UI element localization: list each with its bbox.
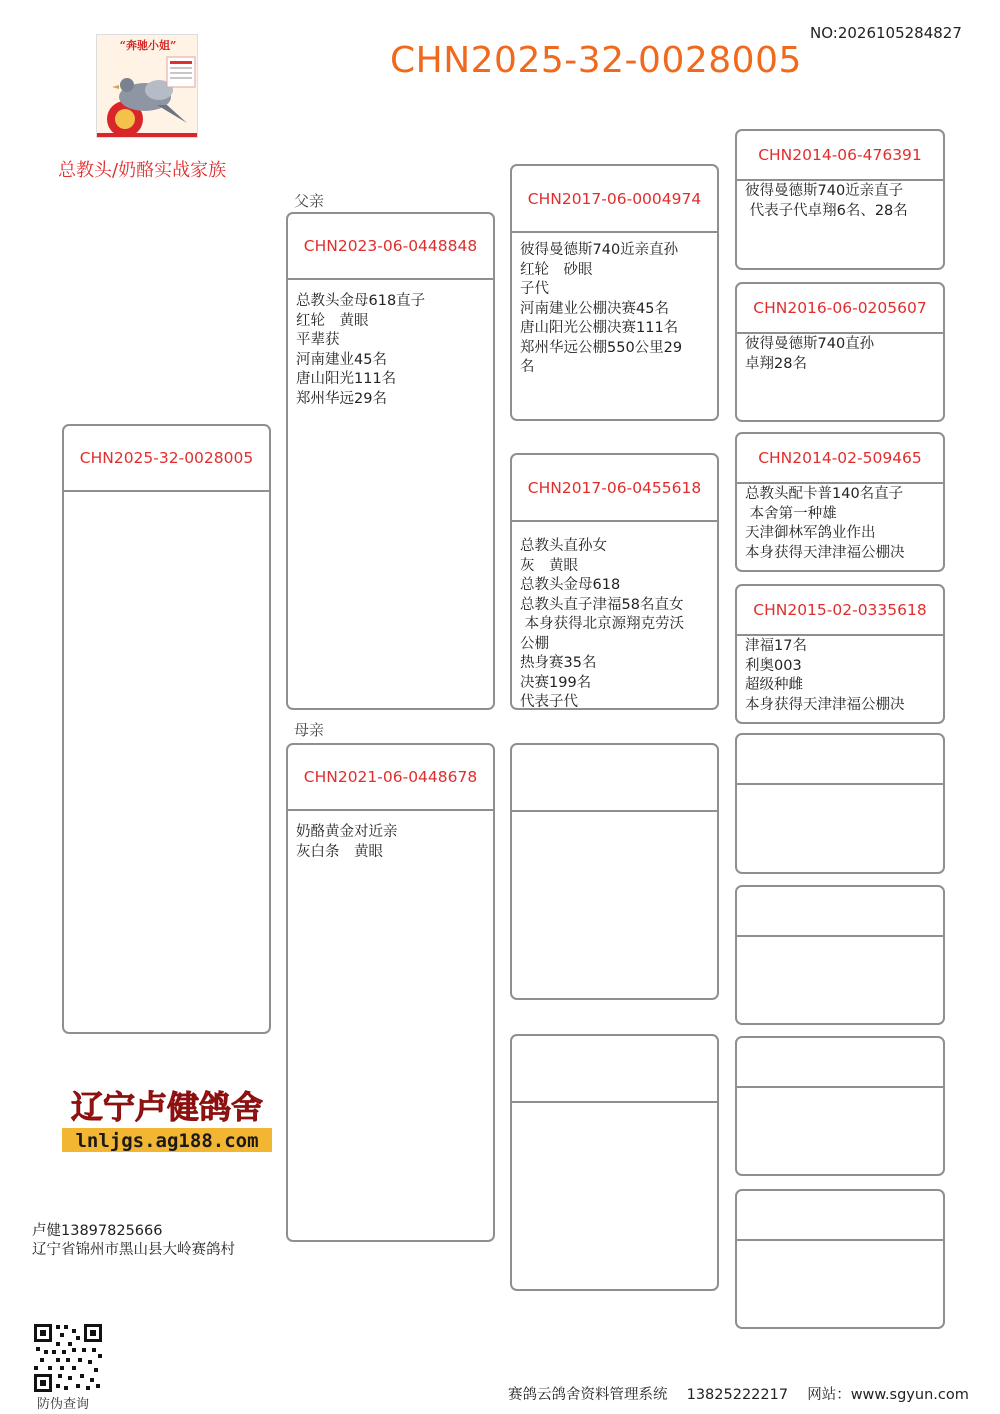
logo-image bbox=[96, 34, 198, 138]
contact-address: 辽宁省锦州市黑山县大岭赛鸽村 bbox=[32, 1242, 235, 1258]
great-grandparent-4-line: 超级种雌 bbox=[745, 677, 803, 693]
brand-site: lnljgs.ag188.com bbox=[75, 1130, 259, 1152]
sire-sire-ring: CHN2017-06-0004974 bbox=[512, 166, 717, 233]
dam-sire-box bbox=[510, 743, 719, 1000]
sire-line: 平辈获 bbox=[296, 332, 340, 348]
great-grandparent-3-line: 天津御林军鸽业作出 bbox=[745, 525, 876, 541]
great-grandparent-4-box bbox=[735, 584, 945, 724]
dam-ring: CHN2021-06-0448678 bbox=[288, 745, 493, 811]
great-grandparent-3-line: 总教头配卡普140名直子 bbox=[745, 486, 904, 502]
sire-sire-line: 河南建业公棚决赛45名 bbox=[520, 300, 669, 317]
great-grandparent-3-line: 本舍第一种雄 bbox=[745, 505, 837, 522]
great-grandparent-2-box bbox=[735, 282, 945, 422]
footer-system-info: 赛鸽云鸽舍资料管理系统 13825222217 网站：www.sgyun.com bbox=[508, 1387, 969, 1403]
sire-dam-line: 代表子代 bbox=[520, 694, 578, 710]
great-grandparent-1-ring: CHN2014-06-476391 bbox=[737, 131, 943, 181]
mother-label: 母亲 bbox=[294, 721, 325, 739]
sire-line: 总教头金母618直子 bbox=[296, 293, 426, 309]
sire-sire-line: 唐山阳光公棚决赛111名 bbox=[520, 320, 679, 336]
great-grandparent-5-ring bbox=[737, 735, 943, 785]
serial-number: NO:2026105284827 bbox=[810, 24, 962, 42]
great-grandparent-7-box bbox=[735, 1036, 945, 1176]
sire-sire-line: 郑州华远公棚550公里29 bbox=[520, 339, 683, 356]
sire-dam-line: 灰 黄眼 bbox=[520, 557, 578, 574]
great-grandparent-4-ring: CHN2015-02-0335618 bbox=[737, 586, 943, 636]
contact-phone: 卢健13897825666 bbox=[32, 1223, 163, 1239]
great-grandparent-6-box bbox=[735, 885, 945, 1025]
sire-line: 郑州华远29名 bbox=[296, 390, 387, 407]
sire-dam-line: 总教头直子津福58名直女 bbox=[520, 596, 684, 613]
subject-box bbox=[62, 424, 271, 1034]
great-grandparent-8-ring bbox=[737, 1191, 943, 1241]
logo-caption: “奔驰小姐” bbox=[119, 39, 177, 52]
great-grandparent-6-ring bbox=[737, 887, 943, 937]
great-grandparent-4-line: 利奥003 bbox=[745, 657, 802, 674]
sire-sire-box bbox=[510, 164, 719, 421]
sire-sire-line: 名 bbox=[520, 359, 535, 375]
sire-sire-line: 红轮 砂眼 bbox=[520, 261, 593, 278]
dam-sire-ring bbox=[512, 745, 717, 812]
great-grandparent-4-line: 本身获得天津津福公棚决 bbox=[745, 696, 905, 713]
dam-line: 灰白条 黄眼 bbox=[296, 843, 383, 860]
sire-line: 河南建业45名 bbox=[296, 351, 387, 368]
great-grandparent-7-ring bbox=[737, 1038, 943, 1088]
contact-block bbox=[32, 1222, 235, 1260]
qr-label: 防伪查询 bbox=[37, 1397, 90, 1412]
great-grandparent-5-box bbox=[735, 733, 945, 874]
sire-dam-line: 总教头金母618 bbox=[520, 577, 621, 593]
qr-code-icon[interactable] bbox=[32, 1322, 104, 1394]
great-grandparent-2-line: 彼得曼德斯740直孙 bbox=[745, 336, 875, 352]
sire-dam-ring: CHN2017-06-0455618 bbox=[512, 455, 717, 522]
subject-ring: CHN2025-32-0028005 bbox=[64, 426, 269, 492]
dam-line: 奶酪黄金对近亲 bbox=[296, 824, 398, 840]
great-grandparent-3-ring: CHN2014-02-509465 bbox=[737, 434, 943, 484]
sire-dam-line: 热身赛35名 bbox=[520, 655, 597, 671]
sire-dam-line: 公棚 bbox=[520, 635, 549, 652]
sire-sire-line: 彼得曼德斯740近亲直孙 bbox=[520, 242, 679, 258]
sire-ring: CHN2023-06-0448848 bbox=[288, 214, 493, 280]
great-grandparent-3-line: 本身获得天津津福公棚决 bbox=[745, 544, 905, 561]
family-name: 总教头/奶酪实战家族 bbox=[58, 160, 227, 181]
dam-box bbox=[286, 743, 495, 1242]
main-ring-title: CHN2025-32-0028005 bbox=[390, 40, 802, 81]
sire-line: 唐山阳光111名 bbox=[296, 371, 397, 387]
sire-line: 红轮 黄眼 bbox=[296, 312, 369, 329]
great-grandparent-2-line: 卓翔28名 bbox=[745, 355, 807, 372]
great-grandparent-1-box bbox=[735, 129, 945, 270]
brand-logo bbox=[62, 1082, 272, 1154]
sire-dam-box bbox=[510, 453, 719, 710]
dam-dam-box bbox=[510, 1034, 719, 1291]
sire-dam-line: 决赛199名 bbox=[520, 674, 592, 691]
brand-name: 辽宁卢健鸽舍 bbox=[70, 1088, 264, 1126]
great-grandparent-1-line: 代表子代卓翔6名、28名 bbox=[745, 202, 908, 219]
great-grandparent-1-line: 彼得曼德斯740近亲直子 bbox=[745, 183, 904, 199]
dam-dam-ring bbox=[512, 1036, 717, 1103]
sire-dam-line: 总教头直孙女 bbox=[520, 538, 607, 554]
father-label: 父亲 bbox=[294, 192, 325, 210]
great-grandparent-2-ring: CHN2016-06-0205607 bbox=[737, 284, 943, 334]
sire-sire-line: 子代 bbox=[520, 281, 549, 297]
sire-box bbox=[286, 212, 495, 710]
great-grandparent-8-box bbox=[735, 1189, 945, 1329]
great-grandparent-4-line: 津福17名 bbox=[745, 638, 807, 654]
great-grandparent-3-box bbox=[735, 432, 945, 572]
sire-dam-line: 本身获得北京源翔克劳沃 bbox=[520, 616, 685, 632]
